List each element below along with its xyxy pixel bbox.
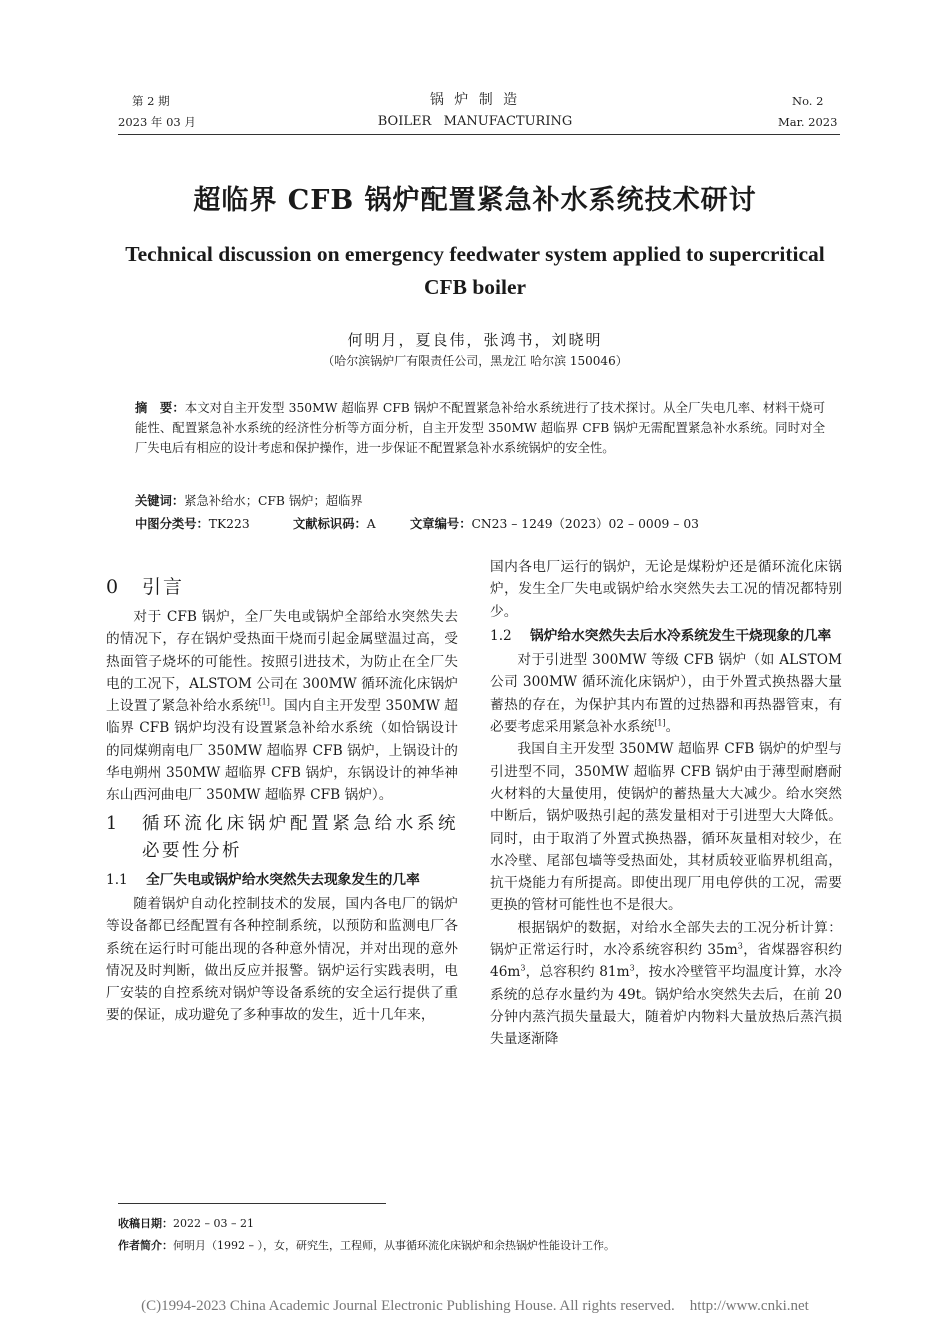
doc-code-label: 文献标识码：: [293, 516, 367, 531]
keywords: [135, 491, 363, 511]
section-1-number: 1: [106, 813, 120, 834]
superscript: 3: [520, 963, 526, 973]
paragraph-text: 对于 CFB 锅炉，全厂失电或锅炉全部给水突然失去的情况下，存在锅炉受热面干烧而引起金属壁温过高，受热面管子烧坏的可能性。按照引进技术，为防止在全厂失电的工况下，ALSTOM 公司在 300MW 循环流化床锅炉上设置了紧急补给水系统: [106, 609, 458, 715]
abstract-text: 本文对自主开发型 350MW 超临界 CFB 锅炉不配置紧急补给水系统进行了技术探讨。从全厂失电几率、材料干烧可能性、配置紧急补水系统的经济性分析等方面分析，自主开发型 350MW 超临界 CFB 锅炉无需配置紧急补水系统。同时对全厂失电后有相应的设计考虑和保护操作，进一步保证不配置紧急补水系统锅炉的安全性。: [135, 401, 825, 455]
paragraph-text: 。国内自主开发型 350MW 超临界 CFB 锅炉均没有设置紧急补给水系统（如恰锅设计的同煤朔南电厂 350MW 超临界 CFB 锅炉，上锅设计的华电朔州 350MW 超临界 CFB 锅炉，东锅设计的神华神东山西河曲电厂 350MW 超临界 CFB 锅炉）。: [106, 698, 458, 804]
abstract: [135, 398, 825, 458]
clc-value: TK223: [208, 517, 250, 531]
date-en: Mar. 2023: [778, 115, 838, 129]
issue-en: No. 2: [792, 94, 824, 108]
section-1-1-title: 全厂失电或锅炉给水突然失去现象发生的几率: [146, 871, 420, 888]
section-1-2-number: 1.2: [490, 627, 512, 644]
section-0-title: 引言: [142, 576, 185, 598]
section-1-heading: [106, 811, 458, 865]
article-no-label: 文章编号：: [410, 516, 472, 531]
continued-paragraph: 国内各电厂运行的锅炉，无论是煤粉炉还是循环流化床锅炉，发生全厂失电或锅炉给水突然失去工况的情况都特别少。: [490, 559, 842, 620]
paragraph-text: ，省煤器容积约 46m: [490, 942, 842, 981]
keywords-label: 关键词：: [135, 493, 185, 508]
section-0-paragraph: [106, 606, 458, 807]
section-0-heading: [106, 574, 458, 600]
abstract-label: 摘 要：: [135, 400, 185, 415]
author-bio: 何明月（1992 – ），女，研究生，工程师，从事循环流化床锅炉和余热锅炉性能设计工作。: [173, 1239, 615, 1252]
section-1-2-paragraph-1: [490, 649, 842, 738]
section-1-2-title: 锅炉给水突然失去后水冷系统发生干烧现象的几率: [530, 627, 832, 644]
section-1-1-number: 1.1: [106, 871, 128, 888]
footnote-author: [118, 1238, 615, 1254]
section-1-2-paragraph-3: [490, 917, 842, 1051]
title-cn: 超临界 CFB 锅炉配置紧急补水系统技术研讨: [193, 185, 757, 216]
footnote-received: [118, 1216, 254, 1232]
paragraph-text: ，总容积约 81m: [525, 964, 630, 981]
title-en: Technical discussion on emergency feedwater system applied to supercritical CFB boiler: [125, 242, 825, 299]
date-cn: 2023 年 03 月: [118, 115, 196, 129]
right-column: [490, 556, 842, 1051]
paragraph-text: ，按水冷壁管平均温度计算，水冷系统的总存水量约为 49t。锅炉给水突然失去后，在前 20 分钟内蒸汽损失量最大，随着炉内物料大量放热后蒸汽损失量逐渐降: [490, 964, 842, 1048]
section-0-number: 0: [106, 576, 121, 598]
superscript: 3: [737, 941, 743, 951]
issue-cn: 第 2 期: [132, 94, 170, 108]
footnote-rule: [118, 1203, 386, 1204]
paragraph-text: 。: [665, 719, 680, 736]
keywords-text: 紧急补给水；CFB 锅炉；超临界: [184, 494, 363, 508]
author-label: 作者简介：: [118, 1239, 173, 1252]
classification-line: [135, 514, 835, 534]
section-1-2-heading: [490, 625, 842, 647]
received-label: 收稿日期：: [118, 1217, 173, 1230]
copyright-line: (C)1994-2023 China Academic Journal Electronic Publishing House. All rights reserved. http://www.cnki.net: [141, 1298, 809, 1314]
section-1-1-paragraph: 随着锅炉自动化控制技术的发展，国内各电厂的锅炉等设备都已经配置有各种控制系统，以预防和监测电厂各系统在运行时可能出现的各种意外情况，并对出现的意外情况及时判断，做出反应并报警。锅炉运行实践表明，电厂安装的自控系统对锅炉等设备系统的安全运行提供了重要的保证，成功避免了多种事故的发生，近十几年来，: [106, 895, 458, 1024]
superscript: 3: [629, 963, 635, 973]
clc-label: 中图分类号：: [135, 516, 209, 531]
doc-code-value: A: [366, 517, 376, 531]
article-no-value: CN23 – 1249（2023）02 – 0009 – 03: [471, 517, 699, 531]
section-1-2-paragraph-2: 我国自主开发型 350MW 超临界 CFB 锅炉的炉型与引进型不同，350MW 超临界 CFB 锅炉由于薄型耐磨耐火材料的大量使用，使锅炉的蓄热量大大减少。给水突然中断后，锅炉吸热引起的蒸发量相对于引进型大大降低。同时，由于取消了外置式换热器，循环灰量相对较少，在水冷壁、尾部包墙等受热面处，其材质较亚临界机组高，抗干烧能力有所提高。即使出现厂用电停供的工况，需要更换的管材可能性也不是很大。: [490, 741, 842, 914]
citation-ref: [1]: [258, 697, 270, 707]
authors: 何明月，夏良伟，张鸿书，刘晓明: [347, 331, 603, 349]
journal-name-en: BOILER MANUFACTURING: [377, 114, 573, 129]
section-1-title: 循环流化床锅炉配置紧急给水系统必要性分析: [142, 813, 458, 861]
section-1-1-heading: [106, 869, 458, 891]
paragraph-text: 根据锅炉的数据，对给水全部失去的工况分析计算：锅炉正常运行时，水冷系统容积约 35m: [490, 919, 842, 959]
affiliation: （哈尔滨锅炉厂有限责任公司，黑龙江 哈尔滨 150046）: [322, 354, 628, 368]
header-rule: [118, 134, 840, 135]
received-date: 2022 – 03 – 21: [173, 1217, 254, 1230]
journal-name-cn: 锅 炉 制 造: [429, 92, 521, 108]
left-column: [106, 568, 458, 1027]
paragraph-text: 对于引进型 300MW 等级 CFB 锅炉（如 ALSTOM 公司 300MW 循环流化床锅炉），由于外置式换热器大量蓄热的存在，为保护其内布置的过热器和再热器管束，有必要考虑采用紧急补水系统: [490, 652, 842, 736]
citation-ref: [1]: [654, 718, 666, 728]
